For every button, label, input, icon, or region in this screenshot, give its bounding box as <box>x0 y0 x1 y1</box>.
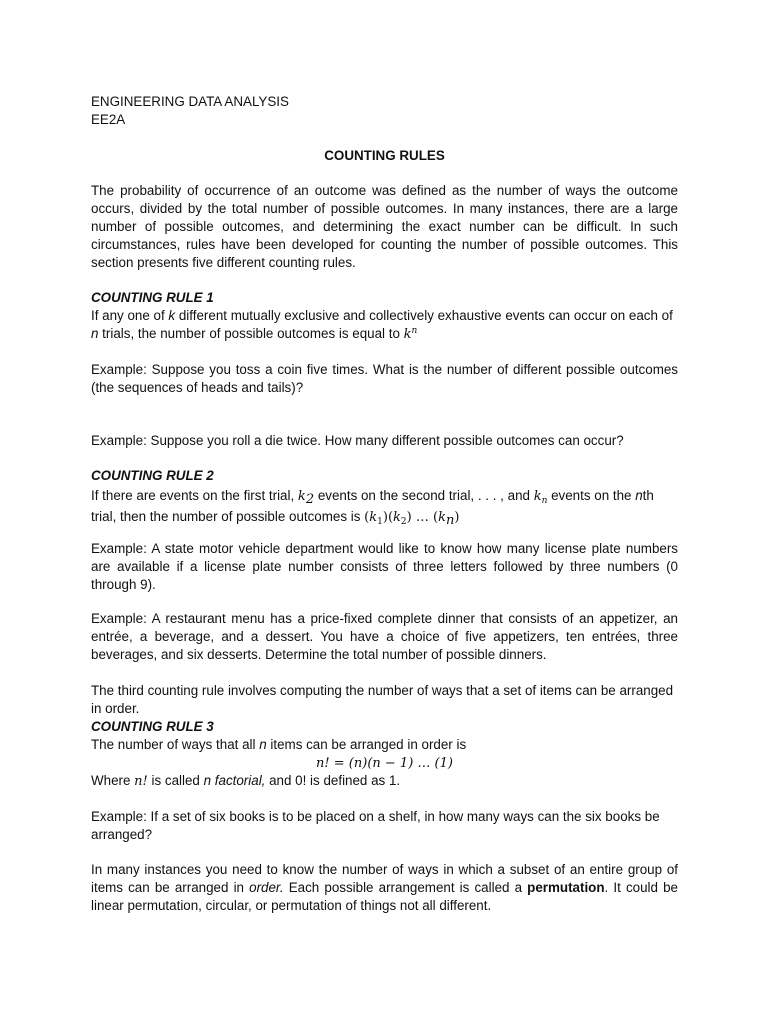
rule2-heading: COUNTING RULE 2 <box>91 468 214 483</box>
course-header <box>91 93 678 129</box>
rule2-statement: If there are events on the first trial, $k_2$ events on the second trial, . . . , and $k_n$ events on the nth trial, then the number of possible outcomes is $(k_1)(k_2)$ … $(k_n)$ <box>91 488 654 528</box>
rule1-statement: If any one of k different mutually exclusive and collectively exhaustive events can occur on each of n trials, the number of possible outcomes is equal to $k^n$ <box>91 308 673 342</box>
course-code: EE2A <box>91 112 126 127</box>
rule3-statement: The number of ways that all n items can be arranged in order is <box>91 737 467 752</box>
rule2-example2: Example: A restaurant menu has a price-fixed complete dinner that consists of an appetizer, an entrée, a beverage, and a dessert. You have a choice of five appetizers, ten entrées, three beverages, and six desserts. Determine the total number of possible dinners. <box>91 611 678 662</box>
intro-paragraph: The probability of occurrence of an outcome was defined as the number of ways the outcome occurs, divided by the total number of possible outcomes. In many instances, there are a large number of possible outcomes, and determining the exact number can be difficult. In such circumstances, rules have been developed for counting the number of possible outcomes. This section presents five different counting rules. <box>91 183 678 270</box>
rule3-heading: COUNTING RULE 3 <box>91 719 214 734</box>
permutation-term: permutation <box>527 880 605 895</box>
rule1-formula: $k^n$ <box>403 326 418 342</box>
rule3-formula: n! = (n)(n − 1) … (1) <box>316 756 453 771</box>
rule1-example2: Example: Suppose you roll a die twice. How many different possible outcomes can occur? <box>91 433 624 448</box>
rule1-heading: COUNTING RULE 1 <box>91 290 214 305</box>
course-name: ENGINEERING DATA ANALYSIS <box>91 94 289 109</box>
page-title: COUNTING RULES <box>324 148 445 163</box>
permutation-paragraph: In many instances you need to know the number of ways in which a subset of an entire group of items can be arranged in order. Each possible arrangement is called a permutation. It could be linear permutation, circular, or permutation of things not all different. <box>91 862 678 913</box>
rule1-example1: Example: Suppose you toss a coin five times. What is the number of different possible outcomes (the sequences of heads and tails)? <box>91 362 678 395</box>
transition-paragraph: The third counting rule involves computing the number of ways that a set of items can be arranged in order. <box>91 683 674 716</box>
rule2-example1: Example: A state motor vehicle department would like to know how many license plate numbers are available if a license plate number consists of three letters followed by three numbers (0 through 9). <box>91 541 678 592</box>
rule3-example: Example: If a set of six books is to be placed on a shelf, in how many ways can the six books be arranged? <box>91 809 660 842</box>
rule2-formula: $(k_1)(k_2)$ … $(k_n)$ <box>364 510 460 528</box>
rule3-where: Where n! is called n factorial, and 0! is defined as 1. <box>91 773 401 789</box>
